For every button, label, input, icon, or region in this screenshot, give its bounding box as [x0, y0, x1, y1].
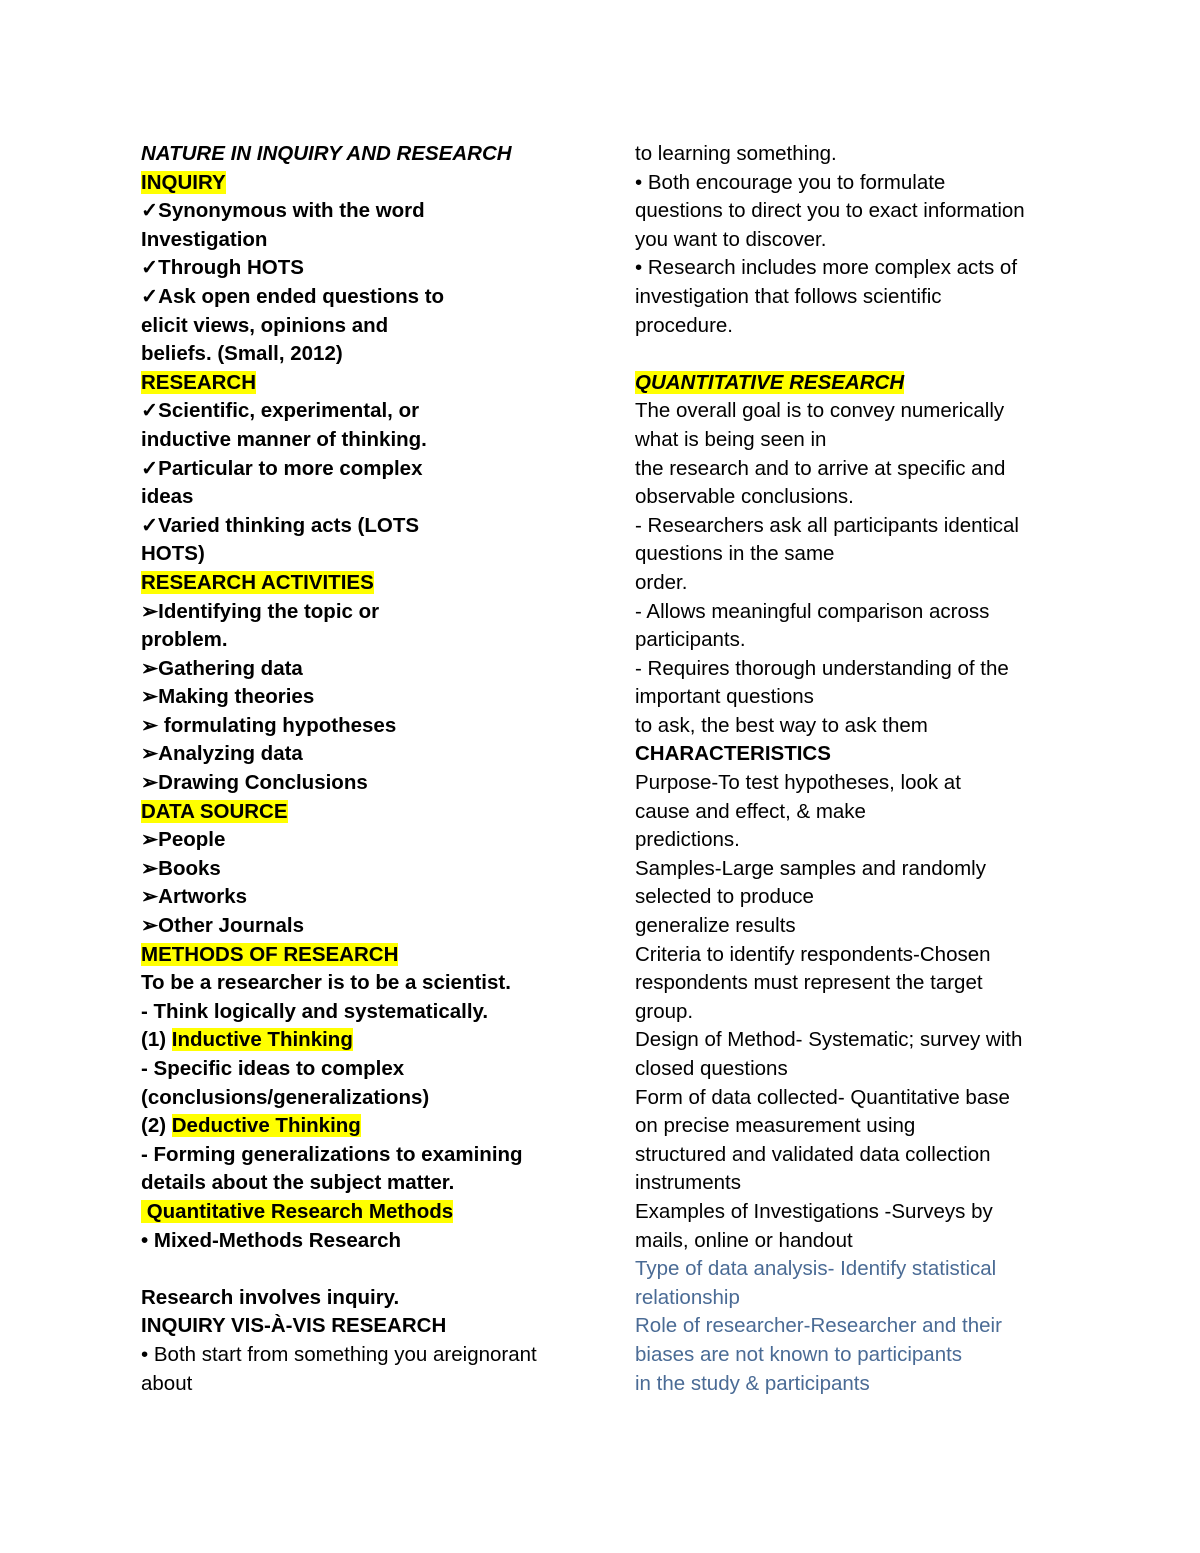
- blank-line: [635, 340, 1075, 369]
- text-run: HOTS): [141, 542, 205, 566]
- text-run: the research and to arrive at specific and: [635, 456, 1006, 480]
- text-run: - Specific ideas to complex: [141, 1057, 405, 1080]
- text-line: [141, 340, 581, 369]
- text-run: ✓Scientific, experimental, or: [141, 399, 420, 423]
- text-line: [635, 140, 1075, 169]
- text-line: [141, 855, 581, 884]
- text-run: - Allows meaningful comparison across: [635, 599, 990, 623]
- text-line: [635, 798, 1075, 827]
- text-run: ➢Gathering data: [141, 656, 303, 680]
- text-line: [141, 1084, 581, 1113]
- text-line: [141, 512, 581, 541]
- text-line: [635, 769, 1075, 798]
- text-line: [141, 369, 581, 398]
- text-run: to learning something.: [635, 142, 837, 165]
- text-line: [635, 1112, 1075, 1141]
- text-line: [635, 1055, 1075, 1084]
- text-run: Criteria to identify respondents-Chosen: [635, 942, 991, 966]
- text-run: - Forming generalizations to examining: [141, 1142, 523, 1166]
- text-run: - Think logically and systematically.: [141, 999, 489, 1023]
- text-run: relationship: [635, 1285, 740, 1309]
- text-run: The overall goal is to convey numerically: [635, 399, 1005, 423]
- text-line: [141, 769, 581, 798]
- text-line: [635, 397, 1075, 426]
- text-line: [635, 169, 1075, 198]
- text-line: [635, 540, 1075, 569]
- text-run: about: [141, 1371, 193, 1395]
- text-run: questions in the same: [635, 542, 835, 566]
- text-line: [635, 655, 1075, 684]
- text-line: [141, 941, 581, 970]
- text-run: ideas: [141, 485, 194, 509]
- text-run: Role of researcher-Researcher and their: [635, 1314, 1002, 1338]
- text-run: • Research includes more complex acts of: [635, 256, 1018, 280]
- text-line: [635, 826, 1075, 855]
- text-run: inductive manner of thinking.: [141, 427, 427, 451]
- text-line: [141, 1169, 581, 1198]
- text-run: on precise measurement using: [635, 1114, 916, 1138]
- text-line: [141, 826, 581, 855]
- text-run: closed questions: [635, 1057, 788, 1080]
- text-run: group.: [635, 999, 694, 1023]
- text-line: [141, 712, 581, 741]
- text-line: [141, 1370, 581, 1399]
- text-run: Design of Method- Systematic; survey with: [635, 1028, 1023, 1052]
- text-line: [635, 426, 1075, 455]
- text-line: [635, 740, 1075, 769]
- text-line: [635, 1084, 1075, 1113]
- text-line: [141, 312, 581, 341]
- text-run: METHODS OF RESEARCH: [141, 942, 399, 966]
- text-run: ➢ formulating hypotheses: [141, 713, 397, 737]
- text-run: ➢Artworks: [141, 885, 248, 909]
- text-line: [141, 1055, 581, 1084]
- text-run: details about the subject matter.: [141, 1171, 455, 1195]
- text-run: ➢Identifying the topic or: [141, 599, 380, 623]
- text-line: [141, 569, 581, 598]
- text-line: [635, 1312, 1075, 1341]
- text-run: ➢Drawing Conclusions: [141, 771, 368, 795]
- text-line: [141, 1284, 581, 1313]
- text-line: [141, 626, 581, 655]
- text-line: [141, 197, 581, 226]
- right-column: [635, 140, 1075, 1398]
- text-line: [141, 426, 581, 455]
- text-run: ➢Analyzing data: [141, 742, 303, 766]
- text-line: [635, 1341, 1075, 1370]
- text-run: DATA SOURCE: [141, 799, 288, 823]
- text-run: investigation that follows scientific: [635, 284, 942, 308]
- text-run: important questions: [635, 685, 814, 709]
- text-line: [141, 1141, 581, 1170]
- text-line: [635, 598, 1075, 627]
- text-line: [141, 798, 581, 827]
- text-run: mails, online or handout: [635, 1228, 853, 1252]
- text-run: observable conclusions.: [635, 485, 854, 509]
- text-line: [635, 1370, 1075, 1399]
- text-run: ✓Synonymous with the word: [141, 199, 425, 223]
- text-line: [141, 1312, 581, 1341]
- text-line: [635, 883, 1075, 912]
- text-line: [635, 226, 1075, 255]
- text-run: (1): [141, 1028, 172, 1052]
- text-line: [141, 740, 581, 769]
- text-run: ✓Through HOTS: [141, 256, 304, 280]
- text-line: [635, 197, 1075, 226]
- text-run: beliefs. (Small, 2012): [141, 342, 343, 366]
- text-line: [635, 912, 1075, 941]
- text-run: Investigation: [141, 227, 268, 251]
- text-run: ✓Varied thinking acts (LOTS: [141, 513, 420, 537]
- text-run: RESEARCH: [141, 370, 257, 394]
- text-line: [635, 855, 1075, 884]
- text-run: Purpose-To test hypotheses, look at: [635, 771, 961, 795]
- text-line: [635, 283, 1075, 312]
- text-line: [141, 1026, 581, 1055]
- text-line: [141, 1227, 581, 1256]
- text-line: [635, 941, 1075, 970]
- text-run: generalize results: [635, 914, 796, 938]
- text-run: Deductive Thinking: [171, 1114, 361, 1138]
- text-line: [141, 1112, 581, 1141]
- text-run: Examples of Investigations -Surveys by: [635, 1199, 993, 1223]
- text-run: CHARACTERISTICS: [635, 742, 831, 766]
- text-line: [635, 1169, 1075, 1198]
- text-run: NATURE IN INQUIRY AND RESEARCH: [141, 142, 512, 165]
- text-run: Research involves inquiry.: [141, 1285, 400, 1309]
- text-run: • Mixed-Methods Research: [141, 1228, 402, 1252]
- text-line: [635, 1255, 1075, 1284]
- text-run: to ask, the best way to ask them: [635, 713, 928, 737]
- text-run: (2): [141, 1114, 172, 1138]
- text-run: • Both start from something you areignorant: [141, 1342, 537, 1366]
- text-run: ➢Other Journals: [141, 914, 304, 938]
- text-run: Form of data collected- Quantitative base: [635, 1085, 1010, 1109]
- text-run: cause and effect, & make: [635, 799, 866, 823]
- left-column: [141, 140, 581, 1398]
- text-line: [141, 169, 581, 198]
- text-run: selected to produce: [635, 885, 814, 909]
- text-run: RESEARCH ACTIVITIES: [141, 570, 374, 594]
- text-run: ➢People: [141, 828, 226, 852]
- text-run: (conclusions/generalizations): [141, 1085, 430, 1109]
- text-run: To be a researcher is to be a scientist.: [141, 971, 511, 995]
- text-run: problem.: [141, 628, 228, 652]
- text-run: ➢Making theories: [141, 685, 315, 709]
- text-run: - Requires thorough understanding of the: [635, 656, 1009, 680]
- text-run: • Both encourage you to formulate: [635, 170, 946, 194]
- text-line: [635, 254, 1075, 283]
- text-run: biases are not known to participants: [635, 1342, 963, 1366]
- text-line: [141, 455, 581, 484]
- text-run: Quantitative Research Methods: [141, 1199, 454, 1223]
- text-run: order.: [635, 570, 688, 594]
- text-line: [141, 483, 581, 512]
- text-run: ➢Books: [141, 856, 221, 880]
- text-line: [635, 998, 1075, 1027]
- text-line: [635, 569, 1075, 598]
- text-run: elicit views, opinions and: [141, 313, 389, 337]
- text-run: you want to discover.: [635, 227, 827, 251]
- text-run: procedure.: [635, 313, 734, 337]
- text-run: ✓Ask open ended questions to: [141, 284, 445, 308]
- text-line: [141, 540, 581, 569]
- text-run: INQUIRY VIS-À-VIS RESEARCH: [141, 1314, 447, 1338]
- text-line: [635, 1227, 1075, 1256]
- text-line: [635, 1284, 1075, 1313]
- text-run: what is being seen in: [635, 427, 827, 451]
- text-line: [141, 226, 581, 255]
- text-run: predictions.: [635, 828, 740, 852]
- text-line: [635, 455, 1075, 484]
- text-line: [635, 369, 1075, 398]
- text-line: [635, 712, 1075, 741]
- text-line: [635, 969, 1075, 998]
- text-line: [141, 655, 581, 684]
- text-run: Inductive Thinking: [171, 1028, 353, 1052]
- text-line: [141, 1341, 581, 1370]
- text-line: [141, 140, 581, 169]
- text-run: participants.: [635, 628, 746, 652]
- text-run: structured and validated data collection: [635, 1142, 991, 1166]
- text-line: [635, 1141, 1075, 1170]
- text-run: INQUIRY: [141, 170, 226, 194]
- text-line: [635, 1198, 1075, 1227]
- text-run: QUANTITATIVE RESEARCH: [635, 370, 905, 394]
- text-line: [141, 598, 581, 627]
- text-line: [635, 312, 1075, 341]
- text-line: [141, 883, 581, 912]
- text-run: ✓Particular to more complex: [141, 456, 423, 480]
- text-line: [141, 397, 581, 426]
- text-line: [635, 1026, 1075, 1055]
- text-line: [635, 512, 1075, 541]
- text-run: - Researchers ask all participants identical: [635, 513, 1019, 537]
- text-line: [141, 283, 581, 312]
- text-line: [141, 912, 581, 941]
- text-run: questions to direct you to exact information: [635, 199, 1025, 223]
- text-run: Type of data analysis- Identify statistical: [635, 1257, 997, 1281]
- text-line: [635, 626, 1075, 655]
- text-line: [141, 969, 581, 998]
- text-run: respondents must represent the target: [635, 971, 983, 995]
- text-line: [141, 1198, 581, 1227]
- text-run: instruments: [635, 1171, 741, 1195]
- blank-line: [141, 1255, 581, 1284]
- text-line: [141, 683, 581, 712]
- text-line: [635, 683, 1075, 712]
- text-line: [635, 483, 1075, 512]
- text-run: in the study & participants: [635, 1371, 870, 1395]
- text-line: [141, 254, 581, 283]
- text-line: [141, 998, 581, 1027]
- text-run: Samples-Large samples and randomly: [635, 856, 986, 880]
